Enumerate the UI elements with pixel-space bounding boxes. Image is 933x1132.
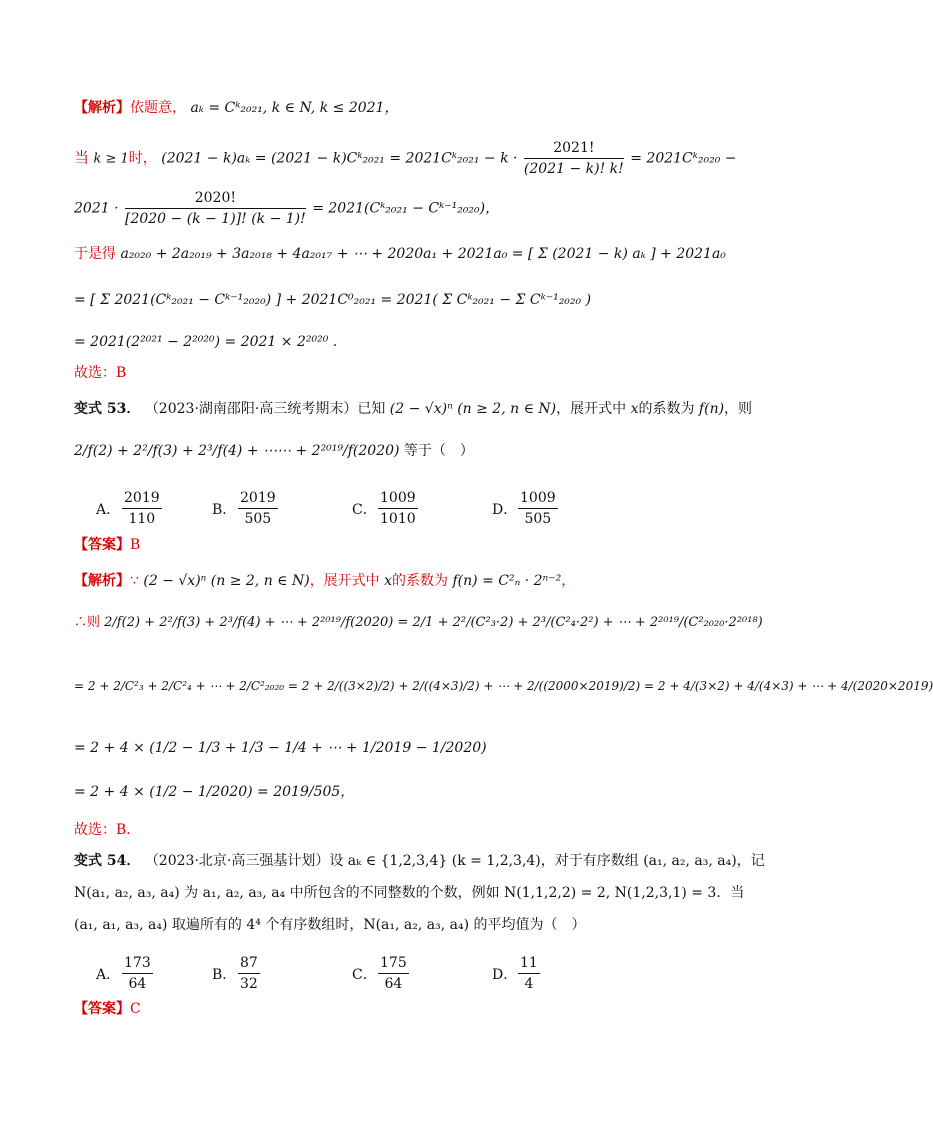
solution-53-line1: ∴则 2/f(2) + 2²/f(3) + 2³/f(4) + ⋯ + 2²⁰¹⁹/f(2020) = 2/1 + 2²/(C²₃·2) + 2³/(C²₄·2²) + ⋯ + 2²⁰¹⁹/(C²₂₀₂₀·2²⁰¹⁸) bbox=[74, 615, 763, 630]
function-fn: f(n) bbox=[698, 401, 725, 417]
analysis-tag: 【解析】 bbox=[74, 100, 130, 116]
solution-eq3 bbox=[74, 246, 760, 262]
answer-53: 【答案】B bbox=[74, 537, 141, 553]
condition: k ≥ 1 bbox=[93, 151, 129, 167]
question-54: 变式 54． （2023·北京·高三强基计划）设 aₖ ∈ {1,2,3,4} (k = 1,2,3,4)，对于有序数组 (a₁, a₂, a₃, a₄)，记 bbox=[74, 853, 765, 869]
answer-choice-1: 故选：B bbox=[74, 365, 127, 381]
question-label: 变式 53． bbox=[74, 401, 141, 417]
intro-text: 依题意， bbox=[130, 100, 186, 116]
question-53-sum: 2/f(2) + 2²/f(3) + 2³/f(4) + ⋯⋯ + 2²⁰¹⁹/f(2020) 等于（ ） bbox=[74, 443, 474, 459]
option-d[interactable]: D． $\frac{11}{4}$ bbox=[492, 955, 538, 992]
hence-text: 于是得 bbox=[74, 246, 116, 262]
equation-1-tail: = 2021Cᵏ₂₀₂₀ − bbox=[630, 150, 737, 167]
fraction-factorial: $\frac{2021!}{(2021 - k)! k!}$ bbox=[523, 140, 624, 178]
solution-53-line2: = 2 + 2/C²₃ + 2/C²₄ + ⋯ + 2/C²₂₀₂₀ = 2 + 2/((3×2)/2) + 2/((4×3)/2) + ⋯ + 2/((2000×2019)/2) = 2 + 4/(3×2) + 4/(4×3) + ⋯ + 4/(2020×2019) bbox=[74, 679, 933, 693]
option-c[interactable]: C． $\frac{1009}{1010}$ bbox=[352, 490, 416, 527]
question-54-line2: N(a₁, a₂, a₃, a₄) 为 a₁, a₂, a₃, a₄ 中所包含的不同整数的个数，例如 N(1,1,2,2) = 2, N(1,2,3,1) = 3．当 bbox=[74, 885, 745, 901]
solution-53-head: 【解析】∵ (2 − √x)ⁿ (n ≥ 2, n ∈ N)，展开式中 x的系数为 f(n) = C²ₙ · 2ⁿ⁻²， bbox=[74, 573, 576, 589]
solution-eq2 bbox=[74, 190, 760, 227]
question-54-line3: (a₁, a₁, a₃, a₄) 取遍所有的 4⁴ 个有序数组时，N(a₁, a₂, a₃, a₄) 的平均值为（ ） bbox=[74, 917, 586, 933]
when-text: 当 bbox=[74, 148, 90, 167]
solution-eq5 bbox=[74, 334, 760, 350]
equation-1: (2021 − k)aₖ = (2021 − k)Cᵏ₂₀₂₁ = 2021Cᵏ₂₀₂₁ − k · bbox=[161, 150, 518, 167]
answer-54: 【答案】C bbox=[74, 1001, 141, 1017]
equation-3: a₂₀₂₀ + 2a₂₀₁₉ + 3a₂₀₁₈ + 4a₂₀₁₇ + ⋯ + 2020a₁ + 2021a₀ = [ Σ (2021 − k) aₖ ] + 2021a₀ bbox=[120, 246, 726, 262]
equation-2-tail: = 2021(Cᵏ₂₀₂₁ − Cᵏ⁻¹₂₀₂₀)， bbox=[312, 200, 500, 217]
solution-eq1 bbox=[74, 140, 760, 177]
option-a[interactable]: A． $\frac{173}{64}$ bbox=[96, 955, 151, 992]
equation-5: = 2021(2²⁰²¹ − 2²⁰²⁰) = 2021 × 2²⁰²⁰ . bbox=[74, 334, 338, 350]
binomial-expression: (2 − √x)ⁿ (n ≥ 2, n ∈ N) bbox=[389, 401, 557, 417]
solution-53-line4: = 2 + 4 × (1/2 − 1/2020) = 2019/505， bbox=[74, 784, 355, 800]
when-text-2: 时， bbox=[128, 150, 157, 167]
solution-intro bbox=[74, 100, 760, 116]
equation-2-lead: 2021 · bbox=[74, 200, 119, 217]
equation-4: = [ Σ 2021(Cᵏ₂₀₂₁ − Cᵏ⁻¹₂₀₂₀) ] + 2021C⁰₂₀₂₁ = 2021( Σ Cᵏ₂₀₂₁ − Σ Cᵏ⁻¹₂₀₂₀ ) bbox=[74, 292, 592, 308]
option-c[interactable]: C． $\frac{175}{64}$ bbox=[352, 955, 407, 992]
option-a[interactable]: A． $\frac{2019}{110}$ bbox=[96, 490, 160, 527]
solution-53-line3: = 2 + 4 × (1/2 − 1/3 + 1/3 − 1/4 + ⋯ + 1/2019 − 1/2020) bbox=[74, 740, 487, 756]
option-b[interactable]: B． $\frac{87}{32}$ bbox=[212, 955, 258, 992]
question-53: 变式 53． （2023·湖南邵阳·高三统考期末）已知 (2 − √x)ⁿ (n ≥ 2, n ∈ N)，展开式中 x的系数为 f(n)，则 bbox=[74, 401, 753, 417]
question-source: （2023·湖南邵阳·高三统考期末） bbox=[144, 401, 358, 417]
question-label: 变式 54． bbox=[74, 853, 141, 869]
option-d[interactable]: D． $\frac{1009}{505}$ bbox=[492, 490, 556, 527]
solution-eq4 bbox=[74, 292, 760, 308]
fraction-factorial-2: $\frac{2020!}{[2020 - (k - 1)]! (k - 1)!}$ bbox=[124, 190, 306, 228]
definition-formula: aₖ = Cᵏ₂₀₂₁, k ∈ N, k ≤ 2021， bbox=[190, 100, 399, 116]
option-b[interactable]: B． $\frac{2019}{505}$ bbox=[212, 490, 276, 527]
sum-expression: 2/f(2) + 2²/f(3) + 2³/f(4) + ⋯⋯ + 2²⁰¹⁹/f(2020) bbox=[74, 443, 400, 459]
answer-choice-53: 故选：B． bbox=[74, 822, 141, 838]
